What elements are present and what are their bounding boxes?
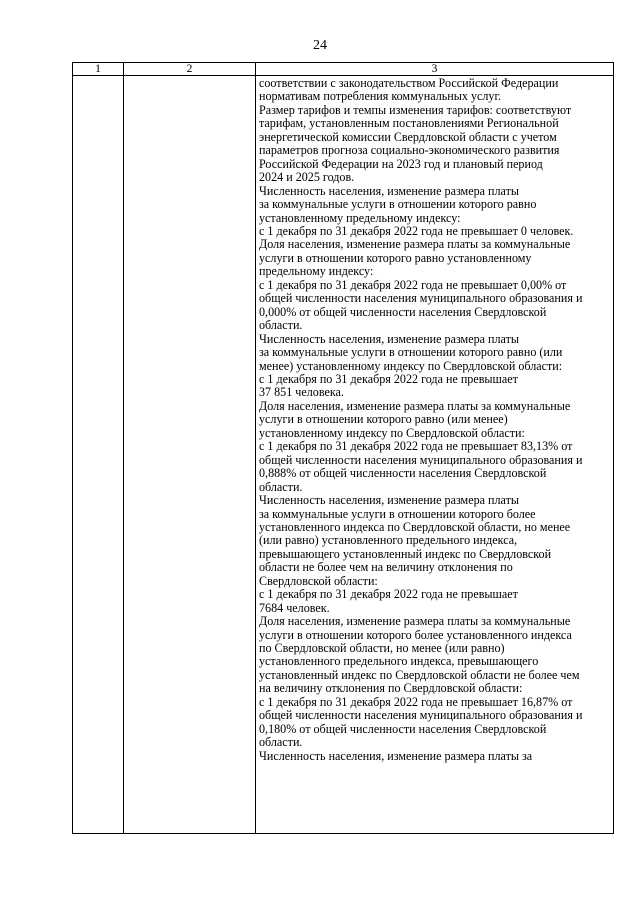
text-line: установленный индекс по Свердловской области не более чем	[259, 668, 580, 682]
text-line: (или равно) установленного предельного индекса,	[259, 534, 518, 548]
text-line: области.	[259, 736, 303, 750]
column-header-1: 1	[73, 63, 124, 76]
text-line: области.	[259, 319, 303, 333]
text-line: установленного предельного индекса, превышающего	[259, 655, 539, 669]
text-line: за коммунальные услуги в отношении которого равно	[259, 198, 537, 212]
text-line: области не более чем на величину отклонения по	[259, 561, 513, 575]
column-header-2: 2	[124, 63, 256, 76]
text-line: Численность населения, изменение размера платы	[259, 184, 519, 198]
text-line: Свердловской области:	[259, 574, 378, 588]
text-line: Численность населения, изменение размера платы	[259, 332, 519, 346]
page-number: 24	[313, 38, 327, 53]
text-line: общей численности населения муниципального образования и	[259, 709, 583, 723]
text-line: 0,888% от общей численности населения Свердловской	[259, 467, 547, 481]
text-line: услуги в отношении которого более установленного индекса	[259, 628, 572, 642]
text-line: области.	[259, 480, 303, 494]
text-line: соответствии с законодательством Российской Федерации	[259, 77, 559, 90]
text-line: Численность населения, изменение размера платы за	[259, 749, 533, 763]
text-line: установленному индексу по Свердловской области:	[259, 426, 525, 440]
text-line: тарифам, установленным постановлениями Региональной	[259, 117, 559, 131]
table-row	[73, 76, 614, 834]
text-line: с 1 декабря по 31 декабря 2022 года не превышает	[259, 372, 518, 386]
text-line: за коммунальные услуги в отношении которого равно (или	[259, 346, 563, 360]
text-line: 7684 человек.	[259, 601, 330, 615]
text-line: 0,180% от общей численности населения Свердловской	[259, 722, 547, 736]
text-line: с 1 декабря по 31 декабря 2022 года не превышает 0 человек.	[259, 224, 574, 238]
text-line: с 1 декабря по 31 декабря 2022 года не превышает 83,13% от	[259, 440, 573, 454]
text-line: Доля населения, изменение размера платы за коммунальные	[259, 238, 571, 252]
text-line: превышающего установленный индекс по Свердловской	[259, 547, 552, 561]
column-1-cell	[73, 76, 124, 834]
text-line: установленного индекса по Свердловской области, но менее	[259, 520, 571, 534]
text-line: энергетической комиссии Свердловской области с учетом	[259, 130, 557, 144]
column-header-3: 3	[256, 63, 614, 76]
text-line: 2024 и 2025 годов.	[259, 171, 355, 185]
text-line: за коммунальные услуги в отношении которого более	[259, 507, 536, 521]
text-line: с 1 декабря по 31 декабря 2022 года не превышает 16,87% от	[259, 695, 573, 709]
text-line: на величину отклонения по Свердловской области:	[259, 682, 523, 696]
text-line: нормативам потребления коммунальных услуг.	[259, 90, 502, 104]
column-2-cell	[124, 76, 256, 834]
table-header-row	[73, 63, 614, 76]
text-line: с 1 декабря по 31 декабря 2022 года не превышает 0,00% от	[259, 278, 567, 292]
text-line: Размер тарифов и темпы изменения тарифов: соответствуют	[259, 103, 572, 117]
text-line: 0,000% от общей численности населения Свердловской	[259, 305, 547, 319]
text-line: услуги в отношении которого равно установленному	[259, 251, 532, 265]
text-line: менее) установленному индексу по Свердловской области:	[259, 359, 563, 373]
column-3-cell	[256, 76, 614, 834]
text-line: по Свердловской области, но менее (или равно)	[259, 642, 505, 656]
text-line: параметров прогноза социально-экономического развития	[259, 144, 560, 158]
text-line: Российской Федерации на 2023 год и плановый период	[259, 157, 543, 171]
text-line: общей численности населения муниципального образования и	[259, 453, 583, 467]
column-3-text	[259, 77, 609, 763]
text-line: услуги в отношении которого равно (или менее)	[259, 413, 508, 427]
text-line: общей численности населения муниципального образования и	[259, 292, 583, 306]
text-line: Доля населения, изменение размера платы за коммунальные	[259, 399, 571, 413]
text-line: Доля населения, изменение размера платы за коммунальные	[259, 615, 571, 629]
text-line: предельному индексу:	[259, 265, 374, 279]
text-line: Численность населения, изменение размера платы	[259, 494, 519, 508]
text-line: с 1 декабря по 31 декабря 2022 года не превышает	[259, 588, 518, 602]
document-table	[72, 62, 614, 834]
text-line: 37 851 человека.	[259, 386, 344, 400]
text-line: установленному предельному индексу:	[259, 211, 461, 225]
